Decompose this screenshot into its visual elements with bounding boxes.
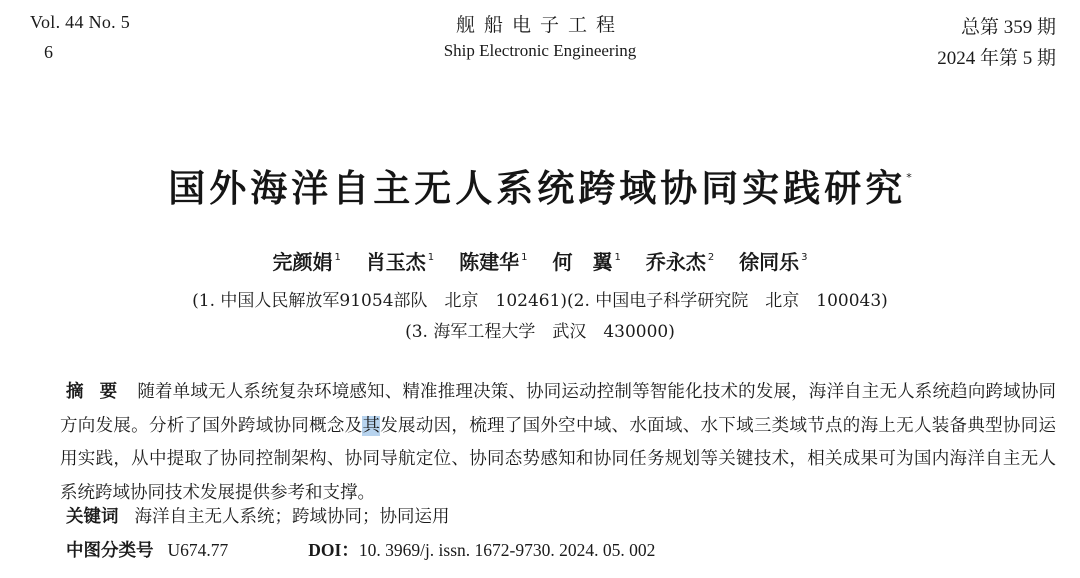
keywords-row <box>66 503 450 528</box>
classification-value[interactable]: U674.77 <box>167 540 229 560</box>
journal-title-en: Ship Electronic Engineering <box>443 41 637 60</box>
author <box>459 246 527 275</box>
paper-title-text: 国外海洋自主无人系统跨域协同实践研究 <box>168 167 907 210</box>
abstract-text-start[interactable]: 随着单域无人系统复杂环境感知、精准推理决策、协同运动控制等智能化技术的发展，海洋自主无人系统趋向跨域协同方向发展。分析了国外跨域协同概念及 <box>60 382 1057 436</box>
issue-total: 总第 359 期 <box>960 17 1056 38</box>
author-name: 陈建华 <box>459 250 520 274</box>
abstract[interactable] <box>60 376 1056 510</box>
title-footnote-mark: * <box>906 171 912 184</box>
journal-title-cn: 舰船电子工程 <box>455 15 624 36</box>
author-affiliation-index: 1 <box>334 252 341 263</box>
author-name: 完颜娟 <box>272 250 333 274</box>
abstract-label: 摘要 <box>66 382 134 402</box>
author <box>366 246 434 275</box>
page-number: 6 <box>44 42 53 62</box>
doi-label: DOI： <box>308 540 359 560</box>
doi-value[interactable]: 10. 3969/j. issn. 1672-9730. 2024. 05. 002 <box>358 540 656 560</box>
selected-text-highlight[interactable]: 其 <box>362 415 381 436</box>
volume-number: Vol. 44 No. 5 <box>30 12 131 32</box>
author-name: 何 翼 <box>552 250 613 274</box>
paper-title <box>0 158 1080 212</box>
classification-doi-row <box>66 537 655 562</box>
author-affiliation-index: 1 <box>521 252 528 263</box>
author <box>646 246 714 275</box>
author <box>739 246 807 275</box>
author-name: 徐同乐 <box>739 250 800 274</box>
keywords-value[interactable]: 海洋自主无人系统；跨域协同；协同运用 <box>134 507 450 527</box>
issue-year: 2024 年第 5 期 <box>937 48 1056 69</box>
affiliation-line-1: (1. 中国人民解放军91054部队 北京 102461)(2. 中国电子科学研究院 北京 100043) <box>192 291 888 311</box>
classification-label: 中图分类号 <box>66 541 154 561</box>
author-affiliation-index: 2 <box>707 252 715 263</box>
author-list <box>0 246 1080 275</box>
author-affiliation-index: 1 <box>614 252 621 263</box>
author <box>272 246 340 275</box>
author-name: 乔永杰 <box>645 250 706 274</box>
author <box>552 246 620 275</box>
author-name: 肖玉杰 <box>365 250 426 274</box>
author-affiliation-index: 1 <box>427 252 435 263</box>
author-affiliation-index: 3 <box>801 252 808 263</box>
keywords-label: 关键词 <box>66 507 119 527</box>
affiliation-line-2: (3. 海军工程大学 武汉 430000) <box>405 322 675 342</box>
abstract-text-end[interactable]: 发展动因，梳理了国外空中域、水面域、水下域三类域节点的海上无人装备典型协同运用实践，从中提取了协同控制架构、协同导航定位、协同态势感知和协同任务规划等关键技术，相关成果可为国内海洋自主无人系统跨域协同技术发展提供参考和支撑。 <box>60 415 1057 503</box>
